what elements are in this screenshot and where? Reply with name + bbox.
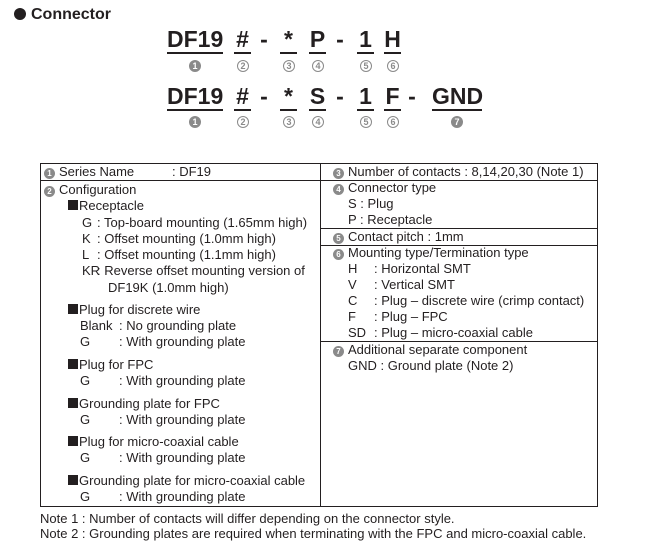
desc: : With grounding plate xyxy=(119,412,246,427)
option: GND : Ground plate (Note 2) xyxy=(348,358,514,373)
square-bullet-icon xyxy=(68,304,78,314)
token: GND xyxy=(432,83,484,109)
plug-micro-heading xyxy=(68,434,239,450)
token: - xyxy=(260,26,268,52)
label: Series Name xyxy=(59,164,135,179)
token: 1 xyxy=(357,83,374,111)
grounding-micro-heading xyxy=(68,473,305,489)
desc: : Offset mounting (1.0mm high) xyxy=(97,231,276,246)
code: G xyxy=(82,215,93,230)
mounting-heading xyxy=(333,245,529,261)
token: H xyxy=(384,26,401,52)
code: G xyxy=(80,450,91,465)
number-2-icon: 2 xyxy=(237,60,249,72)
code: F xyxy=(348,309,356,324)
token: S xyxy=(309,83,326,109)
square-bullet-icon xyxy=(68,436,78,446)
contacts-row xyxy=(333,164,584,180)
number-5-icon: 5 xyxy=(360,116,372,128)
square-bullet-icon xyxy=(68,398,78,408)
token: F xyxy=(385,83,400,109)
desc: : Plug – discrete wire (crimp contact) xyxy=(374,293,585,308)
option: S : Plug xyxy=(348,196,394,211)
label: Plug for micro-coaxial cable xyxy=(79,434,239,449)
additional-heading xyxy=(333,342,527,358)
code: G xyxy=(80,334,91,349)
token: - xyxy=(408,83,416,109)
desc: : Plug – micro-coaxial cable xyxy=(374,325,533,340)
token: - xyxy=(260,83,268,109)
title-text: Connector xyxy=(31,6,111,23)
note-1: Note 1 : Number of contacts will differ depending on the connector style. xyxy=(40,511,455,526)
number-5-icon: 5 xyxy=(333,233,344,244)
number-3-icon: 3 xyxy=(283,60,295,72)
token: - xyxy=(336,83,344,109)
pitch-row xyxy=(333,229,464,245)
configuration-heading xyxy=(44,182,136,198)
desc: : With grounding plate xyxy=(119,489,246,504)
token: # xyxy=(234,26,251,54)
label: Contact pitch : 1mm xyxy=(348,229,464,244)
option: P : Receptacle xyxy=(348,212,433,227)
series-name-row xyxy=(44,164,134,180)
code: Blank xyxy=(80,318,113,333)
desc: : No grounding plate xyxy=(119,318,237,333)
number-6-icon: 6 xyxy=(333,249,344,260)
number-6-icon: 6 xyxy=(387,60,399,72)
note-2: Note 2 : Grounding plates are required when terminating with the FPC and micro-coaxial cable. xyxy=(40,526,587,541)
code: SD xyxy=(348,325,367,340)
number-4-icon: 4 xyxy=(312,116,324,128)
number-7-icon: 7 xyxy=(333,346,344,357)
plug-fpc-heading xyxy=(68,357,153,373)
code: G xyxy=(80,412,91,427)
token: 1 xyxy=(357,26,374,54)
code: C xyxy=(348,293,358,308)
number-2-icon: 2 xyxy=(44,186,55,197)
number-4-icon: 4 xyxy=(312,60,324,72)
plug-discrete-heading xyxy=(68,302,200,318)
token: # xyxy=(234,83,251,111)
label: Connector type xyxy=(348,180,437,195)
number-1-icon: 1 xyxy=(189,116,201,128)
number-1-icon: 1 xyxy=(189,60,201,72)
code: G xyxy=(80,489,91,504)
number-1-icon: 1 xyxy=(44,168,55,179)
square-bullet-icon xyxy=(68,475,78,485)
number-6-icon: 6 xyxy=(387,116,399,128)
desc: : Top-board mounting (1.65mm high) xyxy=(97,215,308,230)
label: Plug for FPC xyxy=(79,357,154,372)
desc: : Horizontal SMT xyxy=(374,261,471,276)
token: * xyxy=(280,83,297,111)
desc: : Vertical SMT xyxy=(374,277,455,292)
code: V xyxy=(348,277,357,292)
label: Configuration xyxy=(59,182,137,197)
desc: : With grounding plate xyxy=(119,450,246,465)
square-bullet-icon xyxy=(68,200,78,210)
number-4-icon: 4 xyxy=(333,184,344,195)
token: DF19 xyxy=(167,83,224,109)
desc: : Plug – FPC xyxy=(374,309,448,324)
number-3-icon: 3 xyxy=(283,116,295,128)
section-title xyxy=(14,6,111,24)
code: K xyxy=(82,231,91,246)
number-2-icon: 2 xyxy=(237,116,249,128)
square-bullet-icon xyxy=(68,359,78,369)
column-divider xyxy=(320,163,321,507)
number-5-icon: 5 xyxy=(360,60,372,72)
token: - xyxy=(336,26,344,52)
label: Grounding plate for FPC xyxy=(79,396,220,411)
number-3-icon: 3 xyxy=(333,168,344,179)
desc: : With grounding plate xyxy=(119,334,246,349)
desc-continued: DF19K (1.0mm high) xyxy=(108,280,229,295)
connector-type-heading xyxy=(333,180,436,196)
desc: : Reverse offset mounting version of xyxy=(97,263,305,278)
code: H xyxy=(348,261,358,276)
token: DF19 xyxy=(167,26,224,52)
number-7-icon: 7 xyxy=(451,116,463,128)
label: Plug for discrete wire xyxy=(79,302,201,317)
code: G xyxy=(80,373,91,388)
code: L xyxy=(82,247,90,262)
label: Mounting type/Termination type xyxy=(348,245,529,260)
desc: : Offset mounting (1.1mm high) xyxy=(97,247,276,262)
row-divider xyxy=(40,180,598,181)
grounding-fpc-heading xyxy=(68,396,220,412)
code: KR xyxy=(82,263,101,278)
label: Number of contacts : 8,14,20,30 (Note 1) xyxy=(348,164,584,179)
token: * xyxy=(280,26,297,54)
desc: : With grounding plate xyxy=(119,373,246,388)
label: Additional separate component xyxy=(348,342,528,357)
bullet-icon xyxy=(14,8,26,20)
receptacle-heading xyxy=(68,198,144,214)
label: Receptacle xyxy=(79,198,145,213)
token: P xyxy=(309,26,326,52)
series-value: : DF19 xyxy=(172,164,212,179)
label: Grounding plate for micro-coaxial cable xyxy=(79,473,306,488)
